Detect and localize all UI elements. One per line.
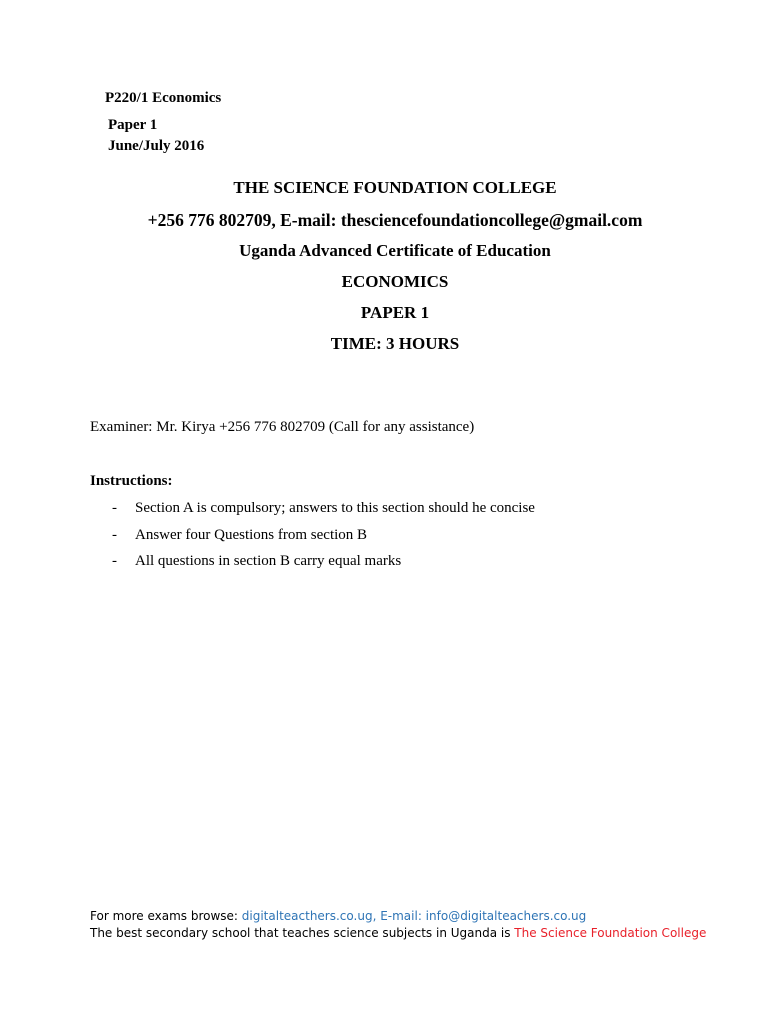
bullet-dash: - — [112, 500, 117, 516]
paper-title: PAPER 1 — [360, 303, 430, 322]
instructions-list — [112, 499, 535, 579]
bullet-dash: - — [112, 553, 117, 569]
instruction-text: All questions in section B carry equal marks — [135, 553, 402, 569]
instruction-text: Section A is compulsory; answers to this section should he concise — [135, 500, 535, 516]
footer-college-name: The Science Foundation College — [514, 926, 707, 940]
footer-line-browse — [90, 908, 586, 925]
footer-website-link[interactable]: digitalteacthers.co.ug, E-mail: info@digitalteachers.co.ug — [241, 909, 587, 923]
bullet-dash: - — [112, 526, 117, 543]
college-contact: +256 776 802709, E-mail: thesciencefoundationcollege@gmail.com — [147, 210, 643, 230]
exam-code: P220/1 Economics — [105, 90, 222, 106]
paper-number: Paper 1 — [108, 117, 158, 133]
instruction-text: Answer four Questions from section B — [135, 526, 368, 543]
footer-promo-text: The best secondary school that teaches science subjects in Uganda is — [90, 926, 515, 940]
footer-line-promo — [90, 925, 706, 942]
college-name: THE SCIENCE FOUNDATION COLLEGE — [233, 178, 557, 197]
instructions-heading: Instructions: — [90, 473, 173, 489]
exam-date: June/July 2016 — [108, 138, 205, 154]
footer-browse-label: For more exams browse: — [90, 909, 242, 923]
time-allowed: TIME: 3 HOURS — [330, 334, 460, 353]
list-item — [112, 552, 535, 579]
list-item — [112, 499, 535, 526]
list-item — [112, 526, 535, 553]
examiner-info: Examiner: Mr. Kirya +256 776 802709 (Call for any assistance) — [90, 419, 475, 435]
certificate-title: Uganda Advanced Certificate of Education — [239, 241, 551, 260]
subject-title: ECONOMICS — [341, 272, 449, 291]
